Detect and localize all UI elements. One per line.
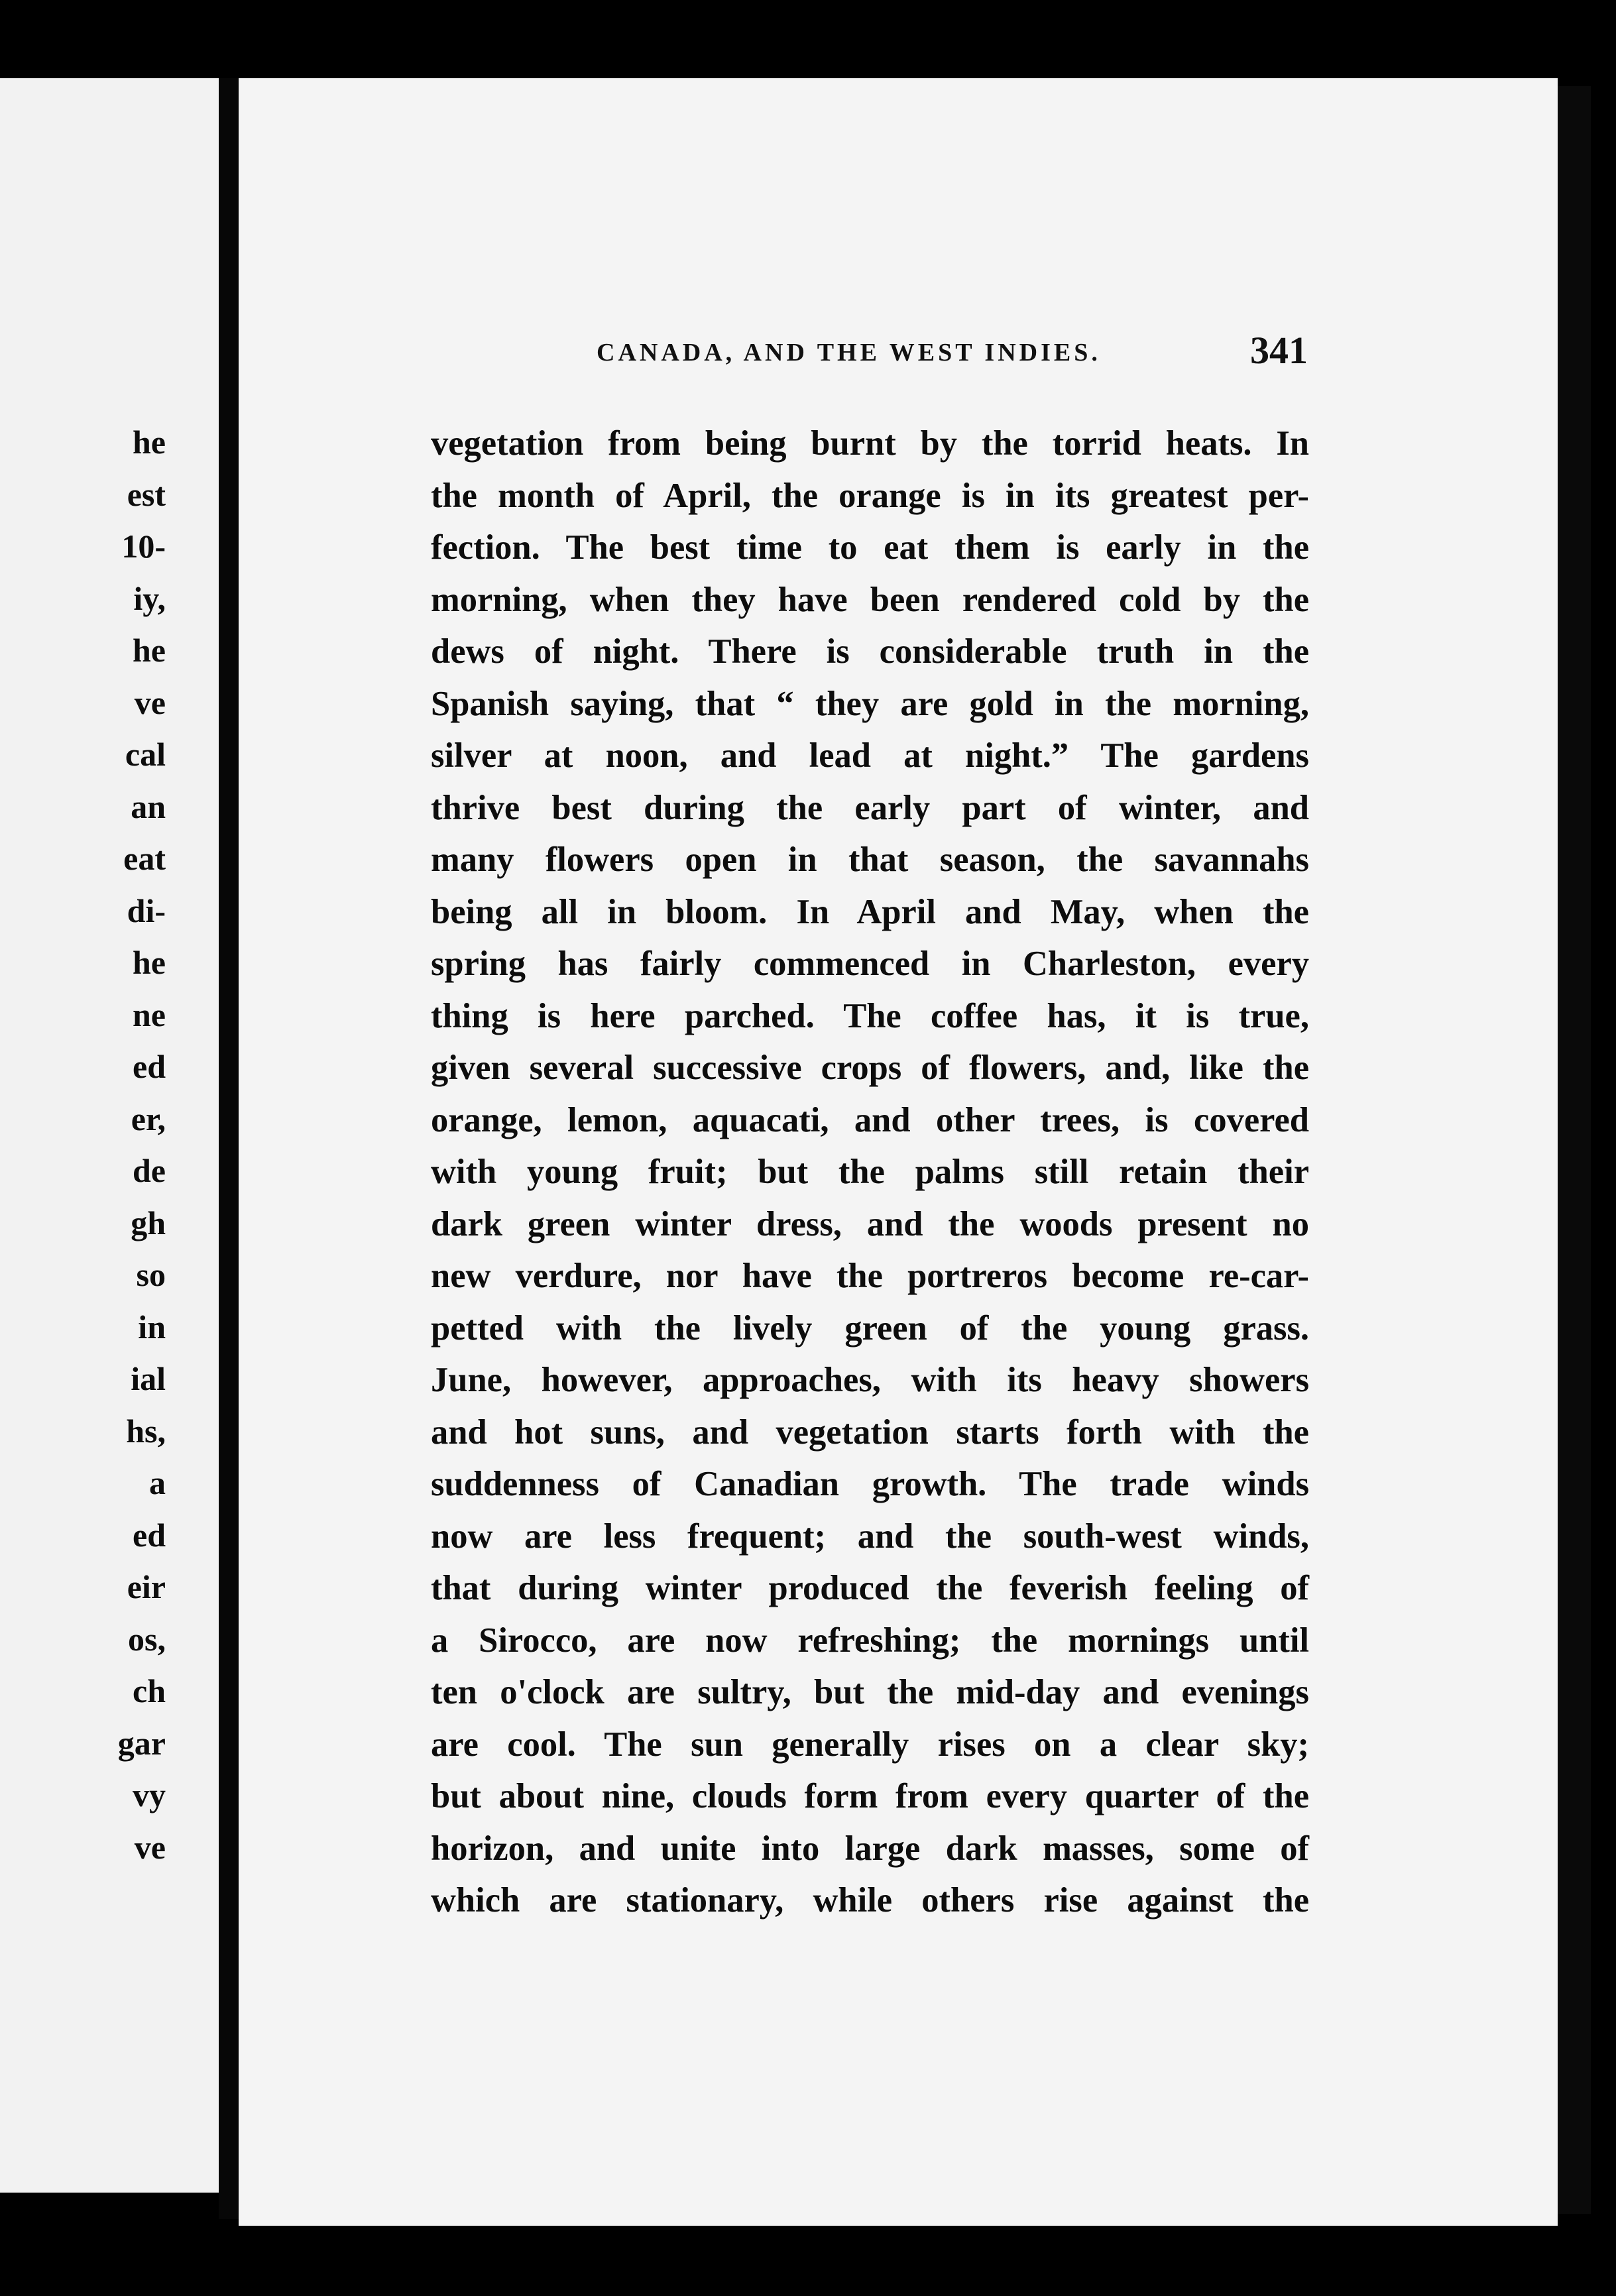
text-line: horizon, and unite into large dark masses, some of (431, 1829, 1309, 1868)
left-fragment: a (149, 1464, 166, 1501)
text-line: spring has fairly commenced in Charleston, every (431, 945, 1309, 983)
text-line: given several successive crops of flowers, and, like the (431, 1049, 1309, 1087)
text-line: orange, lemon, aquacati, and other trees, is covered (431, 1100, 1309, 1139)
left-fragment: cal (125, 736, 166, 773)
text-line: now are less frequent; and the south-west winds, (431, 1517, 1309, 1556)
left-fragment: er, (131, 1100, 166, 1137)
text-line: silver at noon, and lead at night.” The gardens (431, 736, 1309, 775)
left-fragment: ve (134, 1828, 166, 1866)
text-line: the month of April, the orange is in its greatest per- (431, 476, 1309, 515)
page-edge-shadow (1558, 86, 1591, 2214)
text-line: vegetation from being burnt by the torrid heats. In (431, 424, 1309, 463)
left-page (0, 78, 219, 2193)
left-fragment: de (133, 1152, 166, 1189)
text-line: that during winter produced the feverish feeling of (431, 1569, 1309, 1607)
left-fragment: he (133, 944, 166, 981)
left-fragment: gh (131, 1204, 166, 1241)
text-line: are cool. The sun generally rises on a clear sky; (431, 1725, 1309, 1764)
book-gutter (219, 78, 239, 2219)
page-body-text (431, 418, 1309, 1927)
left-fragment: vy (133, 1776, 166, 1813)
left-fragment: an (131, 787, 166, 825)
text-line: a Sirocco, are now refreshing; the mornings until (431, 1621, 1309, 1660)
left-fragment: gar (117, 1724, 166, 1762)
left-fragment: hs, (126, 1412, 166, 1450)
left-fragment: ve (134, 683, 166, 721)
left-fragment: in (138, 1308, 166, 1346)
text-line: with young fruit; but the palms still retain their (431, 1153, 1309, 1191)
text-line: new verdure, nor have the portreros become re-car- (431, 1257, 1309, 1295)
running-head: CANADA, AND THE WEST INDIES. (597, 339, 1101, 367)
left-page-line-fragments (0, 416, 166, 1873)
left-fragment: ial (131, 1360, 166, 1397)
text-line: suddenness of Canadian growth. The trade winds (431, 1465, 1309, 1503)
text-line: dews of night. There is considerable truth in the (431, 632, 1309, 671)
text-line: Spanish saying, that “ they are gold in the morning, (431, 684, 1309, 723)
left-fragment: ed (133, 1048, 166, 1085)
text-line: which are stationary, while others rise against the (431, 1881, 1309, 1920)
text-line: fection. The best time to eat them is early in the (431, 528, 1309, 567)
left-fragment: 10- (121, 528, 166, 565)
left-fragment: eat (123, 840, 166, 877)
left-fragment: est (127, 475, 166, 513)
left-fragment: ed (133, 1516, 166, 1554)
page-number: 341 (1250, 329, 1308, 372)
left-fragment: he (133, 424, 166, 461)
text-line: June, however, approaches, with its heavy showers (431, 1361, 1309, 1399)
left-fragment: he (133, 632, 166, 669)
text-line: and hot suns, and vegetation starts forth with the (431, 1412, 1309, 1452)
left-fragment: so (136, 1256, 166, 1293)
text-line: ten o'clock are sultry, but the mid-day and evenings (431, 1673, 1309, 1711)
left-fragment: ne (133, 996, 166, 1033)
left-fragment: ch (133, 1672, 166, 1709)
text-line: dark green winter dress, and the woods present no (431, 1204, 1309, 1243)
text-line: being all in bloom. In April and May, when the (431, 892, 1309, 931)
text-line: thing is here parched. The coffee has, it is true, (431, 996, 1309, 1035)
left-fragment: di- (127, 891, 166, 929)
text-line: thrive best during the early part of winter, and (431, 788, 1309, 827)
left-fragment: os, (128, 1620, 166, 1658)
left-fragment: eir (127, 1568, 166, 1605)
left-fragment: iy, (133, 579, 166, 617)
text-line: petted with the lively green of the young grass. (431, 1308, 1309, 1348)
text-line: morning, when they have been rendered cold by the (431, 580, 1309, 619)
text-line: many flowers open in that season, the savannahs (431, 840, 1309, 879)
text-line: but about nine, clouds form from every quarter of the (431, 1777, 1309, 1815)
